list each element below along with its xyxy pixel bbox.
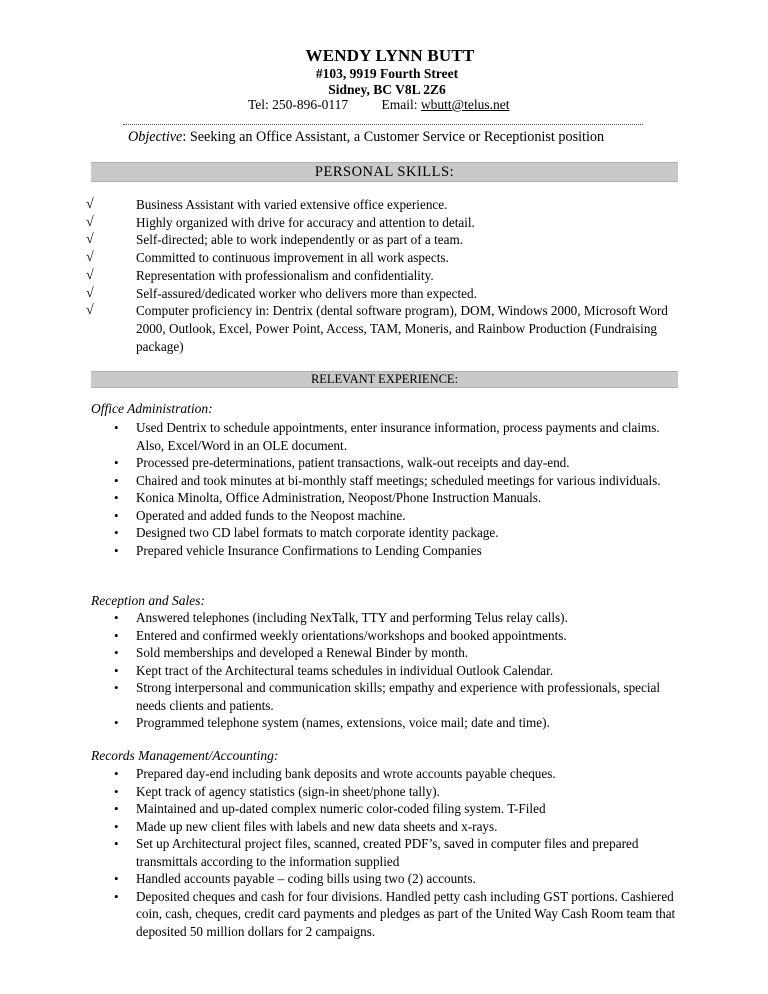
bullet-icon: • bbox=[114, 507, 119, 523]
email-label: Email: bbox=[381, 97, 418, 112]
bullet-icon: • bbox=[114, 455, 119, 470]
header-divider bbox=[123, 124, 643, 125]
list-item: • Prepared vehicle Insurance Confirmations to Lending Companies bbox=[114, 542, 482, 558]
checkmark-icon: √ bbox=[86, 267, 94, 283]
list-item: • Used Dentrix to schedule appointments, enter insurance information, process payments and claims. Also, Excel/Word in an OLE document. bbox=[114, 420, 660, 453]
section-title-office-administration: Office Administration: bbox=[91, 401, 213, 416]
list-item: • Kept track of agency statistics (sign-in sheet/phone tally). bbox=[114, 783, 440, 799]
bullet-icon: • bbox=[114, 627, 119, 643]
checkmark-icon: √ bbox=[86, 250, 94, 266]
bullet-icon: • bbox=[114, 542, 119, 558]
email-link[interactable]: wbutt@telus.net bbox=[420, 97, 510, 112]
section-title-reception-and-sales: Reception and Sales: bbox=[91, 593, 205, 608]
reception-and-sales-list bbox=[0, 609, 768, 732]
bullet-icon: • bbox=[114, 610, 119, 625]
address-line-2: Sidney, BC V8L 2Z6 bbox=[328, 82, 446, 97]
bullet-icon: • bbox=[114, 490, 119, 505]
bullet-icon: • bbox=[114, 818, 119, 834]
list-item: • Made up new client files with labels and new data sheets and x-rays. bbox=[114, 818, 498, 834]
bullet-icon: • bbox=[114, 766, 119, 781]
list-item: • Designed two CD label formats to match corporate identity package. bbox=[114, 525, 499, 540]
bullet-icon: • bbox=[114, 645, 119, 660]
list-item: • Prepared day-end including bank deposits and wrote accounts payable cheques. bbox=[114, 766, 556, 781]
checkmark-icon: √ bbox=[86, 197, 94, 212]
list-item: • Answered telephones (including NexTalk, TTY and performing Telus relay calls). bbox=[114, 610, 568, 625]
address-line-1: #103, 9919 Fourth Street bbox=[315, 66, 459, 81]
list-item: √ Self-assured/dedicated worker who delivers more than expected. bbox=[86, 285, 477, 301]
bullet-icon: • bbox=[114, 888, 119, 904]
personal-skills-heading: PERSONAL SKILLS: bbox=[91, 162, 678, 182]
list-item: • Handled accounts payable – coding bills using two (2) accounts. bbox=[114, 871, 476, 886]
list-item: √ Business Assistant with varied extensive office experience. bbox=[86, 197, 448, 212]
bullet-icon: • bbox=[114, 680, 119, 695]
bullet-icon: • bbox=[114, 420, 119, 435]
list-item: • Konica Minolta, Office Administration, Neopost/Phone Instruction Manuals. bbox=[114, 490, 542, 505]
list-item: √ Committed to continuous improvement in all work aspects. bbox=[86, 250, 449, 266]
list-item: • Programmed telephone system (names, extensions, voice mail; date and time). bbox=[114, 715, 550, 730]
bullet-icon: • bbox=[114, 801, 119, 816]
office-administration-list bbox=[0, 419, 768, 559]
checkmark-icon: √ bbox=[86, 232, 94, 248]
checkmark-icon: √ bbox=[86, 303, 94, 319]
list-item: • Entered and confirmed weekly orientations/workshops and booked appointments. bbox=[114, 627, 567, 643]
contact-line bbox=[248, 97, 509, 113]
list-item: √ Highly organized with drive for accuracy and attention to detail. bbox=[86, 214, 475, 230]
list-item: √ Self-directed; able to work independently or as part of a team. bbox=[86, 232, 464, 248]
list-item: √ Representation with professionalism and confidentiality. bbox=[86, 267, 434, 283]
list-item: • Maintained and up-dated complex numeric color-coded filing system. T-Filed bbox=[114, 801, 546, 816]
list-item: • Strong interpersonal and communication skills; empathy and experience with professionals, special needs clients and patients. bbox=[114, 680, 661, 713]
objective-label: Objective bbox=[128, 129, 183, 145]
list-item: • Chaired and took minutes at bi-monthly staff meetings; scheduled meetings for various individuals. bbox=[114, 472, 661, 488]
skills-list bbox=[0, 196, 768, 355]
checkmark-icon: √ bbox=[86, 214, 94, 230]
bullet-icon: • bbox=[114, 783, 119, 799]
objective bbox=[128, 129, 604, 146]
applicant-name: WENDY LYNN BUTT bbox=[305, 46, 475, 65]
objective-text: : Seeking an Office Assistant, a Customer Service or Receptionist position bbox=[182, 129, 605, 145]
checkmark-icon: √ bbox=[86, 285, 94, 301]
list-item: √ Computer proficiency in: Dentrix (dental software program), DOM, Windows 2000, Microsoft Word 2000, Outlook, Excel, Power Point, Access, TAM, Moneris, and Rainbow Production (Fundraising package) bbox=[86, 303, 668, 354]
records-management-list bbox=[0, 765, 768, 940]
bullet-icon: • bbox=[114, 525, 119, 540]
list-item: • Deposited cheques and cash for four divisions. Handled petty cash including GST portions. Cashiered coin, cash, cheques, credit card payments and pledges as part of the United Way Cash Room team that deposited 50 million dollars for 2 campaigns. bbox=[114, 888, 676, 939]
list-item: • Processed pre-determinations, patient transactions, walk-out receipts and day-end. bbox=[114, 455, 570, 470]
telephone: Tel: 250-896-0117 bbox=[248, 97, 349, 112]
list-item: • Operated and added funds to the Neopost machine. bbox=[114, 507, 406, 523]
bullet-icon: • bbox=[114, 662, 119, 678]
relevant-experience-heading: RELEVANT EXPERIENCE: bbox=[91, 371, 678, 388]
bullet-icon: • bbox=[114, 472, 119, 488]
list-item: • Sold memberships and developed a Renewal Binder by month. bbox=[114, 645, 469, 660]
list-item: • Kept tract of the Architectural teams schedules in individual Outlook Calendar. bbox=[114, 662, 554, 678]
section-title-records-management: Records Management/Accounting: bbox=[91, 748, 279, 763]
bullet-icon: • bbox=[114, 715, 119, 730]
list-item: • Set up Architectural project files, scanned, created PDF’s, saved in computer files and prepared transmittals according to the information supplied bbox=[114, 836, 639, 869]
bullet-icon: • bbox=[114, 836, 119, 851]
bullet-icon: • bbox=[114, 871, 119, 886]
